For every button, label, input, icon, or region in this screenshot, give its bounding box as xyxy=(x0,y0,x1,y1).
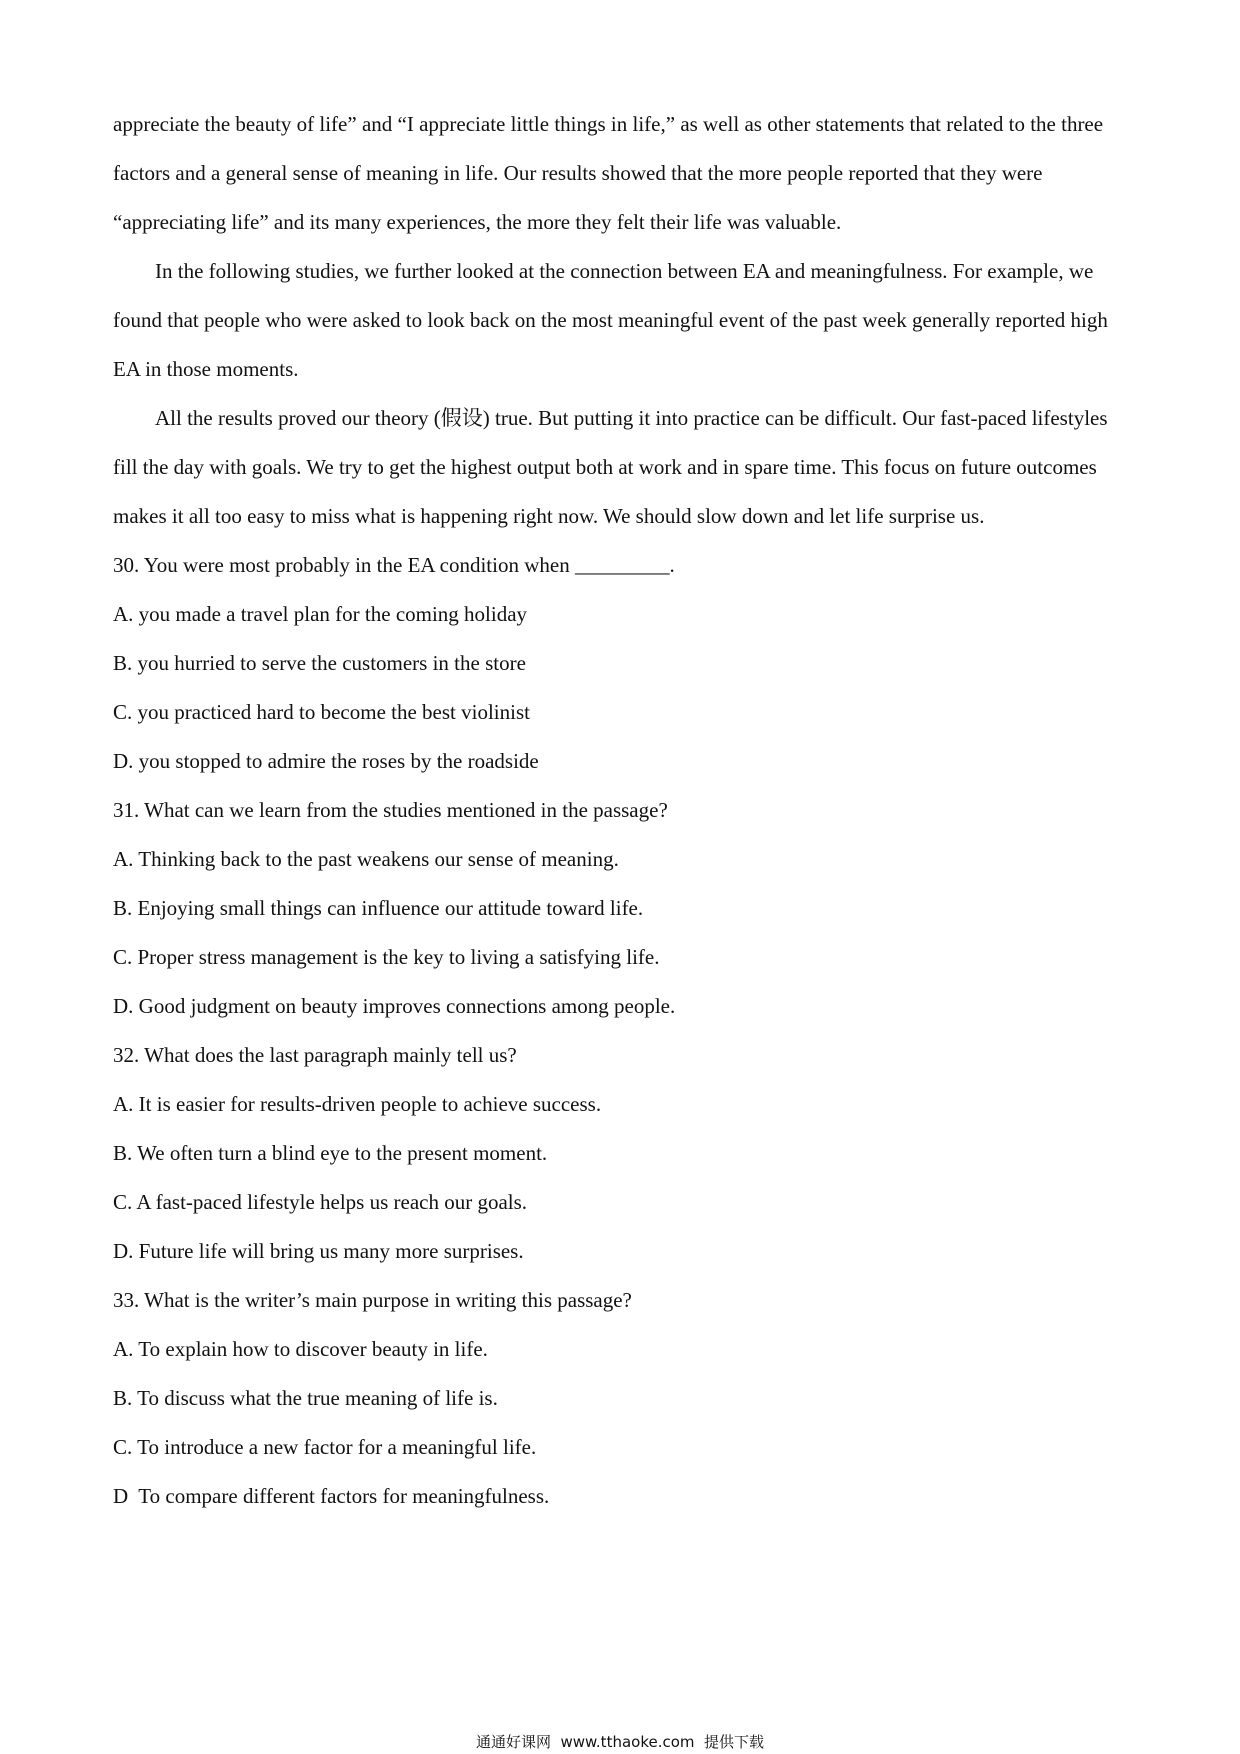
question-stem: 32. What does the last paragraph mainly tell us? xyxy=(113,1043,517,1067)
option-d: D. you stopped to admire the roses by the roadside xyxy=(113,749,539,773)
option-a: A. It is easier for results-driven people to achieve success. xyxy=(113,1092,602,1116)
option-c: C. you practiced hard to become the best violinist xyxy=(113,700,530,724)
question-32 xyxy=(113,1031,1113,1276)
option-b: B. you hurried to serve the customers in the store xyxy=(113,651,526,675)
option-b: B. Enjoying small things can influence our attitude toward life. xyxy=(113,896,644,920)
option-c: C. A fast-paced lifestyle helps us reach our goals. xyxy=(113,1190,528,1214)
option-b: B. We often turn a blind eye to the present moment. xyxy=(113,1141,548,1165)
option-d: D. Good judgment on beauty improves connections among people. xyxy=(113,994,676,1018)
option-d: D. Future life will bring us many more surprises. xyxy=(113,1239,524,1263)
passage-paragraph-3: All the results proved our theory (假设) true. But putting it into practice can be difficult. Our fast-paced lifestyles fill the day with goals. We try to get the highest output both at work and in spare time. This focus on future outcomes makes it all too easy to miss what is happening right now. We should slow down and let life surprise us. xyxy=(113,406,1108,528)
option-c: C. To introduce a new factor for a meaningful life. xyxy=(113,1435,537,1459)
question-31 xyxy=(113,786,1113,1031)
question-30 xyxy=(113,541,1113,786)
reading-passage xyxy=(113,100,1113,541)
passage-paragraph-2: In the following studies, we further looked at the connection between EA and meaningfulness. For example, we found that people who were asked to look back on the most meaningful event of the past week generally reported high EA in those moments. xyxy=(113,259,1108,381)
option-a: A. you made a travel plan for the coming holiday xyxy=(113,602,528,626)
option-c: C. Proper stress management is the key to living a satisfying life. xyxy=(113,945,660,969)
question-stem: 31. What can we learn from the studies mentioned in the passage? xyxy=(113,798,668,822)
question-stem: 30. You were most probably in the EA condition when _________. xyxy=(113,553,675,577)
question-stem: 33. What is the writer’s main purpose in writing this passage? xyxy=(113,1288,632,1312)
page-footer: 通通好课网 www.tthaoke.com 提供下载 xyxy=(475,1733,765,1751)
option-a: A. Thinking back to the past weakens our sense of meaning. xyxy=(113,847,619,871)
passage-paragraph-1: appreciate the beauty of life” and “I appreciate little things in life,” as well as other statements that related to the three factors and a general sense of meaning in life. Our results showed that the more people reported that they were “appreciating life” and its many experiences, the more they felt their life was valuable. xyxy=(113,112,1104,234)
option-b: B. To discuss what the true meaning of life is. xyxy=(113,1386,498,1410)
question-33 xyxy=(113,1276,1113,1521)
document-page xyxy=(113,100,1113,1521)
option-d: D To compare different factors for meaningfulness. xyxy=(113,1484,550,1508)
option-a: A. To explain how to discover beauty in life. xyxy=(113,1337,488,1361)
